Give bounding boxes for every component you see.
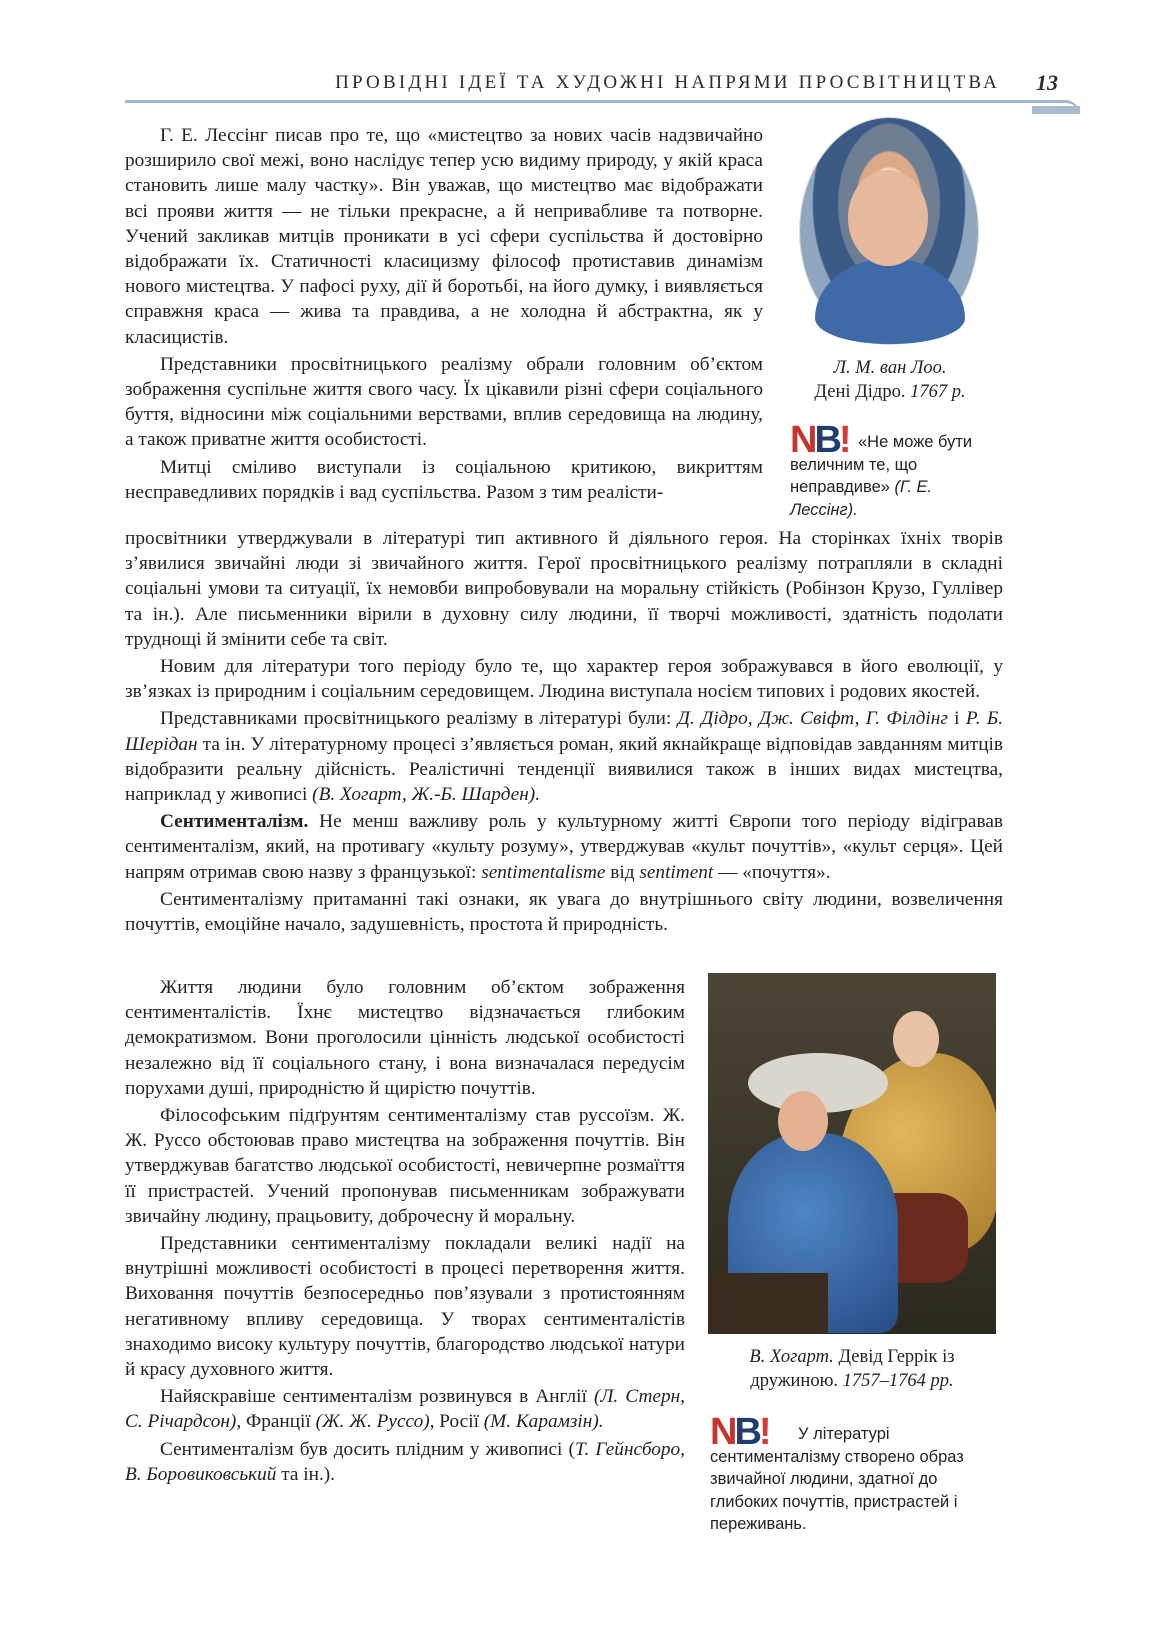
- painter-names: (В. Хогарт, Ж.-Б. Шарден).: [312, 784, 541, 806]
- paragraph: Представниками просвітницького реалізму в літературі були: Д. Дідро, Дж. Свіфт, Г. Філдінг і Р. Б. Шерідан та ін. У літературному процесі з’являється роман, який якнайкраще відповідав завданням митців відобразити реальну дійсність. Реалістичні тенденції виявилися також в інших видах мистецтва, наприклад у живописі (В. Хогарт, Ж.-Б. Шарден).: [125, 708, 1004, 806]
- paragraph: Сентименталізму притаманні такі ознаки, як увага до внутрішнього світу людини, возвеличення почуттів, емоційне начало, задушевність, простота й природність.: [125, 888, 1003, 936]
- caption-year: 1757–1764 рр.: [842, 1371, 954, 1391]
- caption-year: 1767 р.: [910, 382, 966, 402]
- figure-caption-hogarth: [708, 1345, 996, 1393]
- paragraph: просвітники утверджували в літературі тип активного й діяльного героя. На сторінках їхніх творів з’явилися звичайні люди зі звичайного життя. Герої просвітницького реалізму потрапляли в складні соціальні умови та ситуації, їх немовби випробовували на моральну стійкість (Робінзон Крузо, Гуллівер та ін.). Але письменники вірили в духовну силу людини, її творчі можливості, здатність подолати труднощі й змінити себе та світ.: [125, 528, 1003, 650]
- header-rule: [125, 100, 1020, 103]
- nb-badge: NB!: [790, 419, 849, 461]
- paragraph: Новим для літератури того періоду було те, що характер героя зображувався в його еволюції, у зв’язках із природним і соціальним середовищем. Людина виступала носієм типових і родових якостей.: [125, 656, 1003, 703]
- text-column-bottom: [125, 975, 685, 1487]
- portrait-face: [848, 170, 928, 266]
- caption-title: Дені Дідро.: [814, 382, 906, 402]
- term-sentimentalism: Сентименталізм.: [160, 811, 309, 833]
- paragraph: Філософським підґрунтям сентименталізму став руссоїзм. Ж. Ж. Руссо обстоював право мистецтва на зображення почуттів. Він утверджував багатство людської особистості, невичерпне розмаїття її пристрастей. Учений пропонував письменникам зображувати звичайну людину, працьовиту, доброчесну й моральну.: [125, 1105, 685, 1227]
- nb-note-sentimentalism: [710, 1412, 1005, 1552]
- author-name: Р. Б. Шерідан: [125, 708, 1004, 755]
- running-header-title: ПРОВІДНІ ІДЕЇ ТА ХУДОЖНІ НАПРЯМИ ПРОСВІТНИЦТВА: [335, 72, 1000, 93]
- nb-source: (Г. Е. Лессінг).: [790, 478, 933, 519]
- paragraph: Представники сентименталізму покладали великі надії на внутрішні можливості особистості в процесі перетворення життя. Виховання почуттів безпосередньо пов’язували з протистоянням негативному впливу середовища. У творах сентименталістів знаходимо високу культуру почуттів, благородство людської натури й красу духовного життя.: [125, 1233, 685, 1381]
- caption-title-part: Девід Геррік із: [838, 1347, 955, 1367]
- paragraph: Митці сміливо виступали із соціальною критикою, викриттям несправедливих порядків і вад суспільства. Разом з тим реалісти-: [125, 456, 763, 503]
- header-tab: [1032, 106, 1080, 114]
- paragraph: Г. Е. Лессінг писав про те, що «мистецтво за нових часів надзвичайно розширило свої межі, воно наслідує тепер усю видиму природу, у якій краса становить лише малу частку». Він уважав, що мистецтво має відображати всі прояви життя — не тільки прекрасне, а й непривабливе та потворне. Учений закликав митців проникати в усі сфери суспільства й достовірно відображати їх. Статичності класицизму філософ протиставив динамізм нового мистецтва. У пафосі руху, дії й боротьбі, на його думку, і виявляється справжня краса — жива та правдива, а не холодна й абстрактна, як у класицистів.: [125, 125, 763, 348]
- running-header: [125, 62, 1080, 110]
- nb-text: У літературі сентименталізму створено образ звичайної людини, здатної до глибоких почуттів, пристрастей і переживань.: [710, 1425, 964, 1533]
- paragraph: Найяскравіше сентименталізм розвинувся в Англії (Л. Стерн, С. Річардсон), Франції (Ж. Ж. Руссо), Росії (М. Карамзін).: [125, 1386, 685, 1433]
- figure-caption-diderot: [790, 356, 990, 404]
- painting-hogarth-garrick: [708, 973, 996, 1334]
- paragraph: Сентименталізм був досить плідним у живописі (Т. Гейнсборо, В. Боровиковський та ін.).: [125, 1438, 686, 1485]
- author-names: Д. Дідро, Дж. Свіфт, Г. Філдінг: [677, 708, 948, 730]
- nb-quote: «Не може бути величним те, що неправдиве»: [790, 433, 973, 496]
- paragraph: Представники просвітницького реалізму обрали головним об’єктом зображення суспільне життя свого часу. Їх цікавили різні сфери соціального буття, відносини між соціальними верствами, вплив середовища на людину, а також приватне життя особистості.: [125, 353, 763, 451]
- paragraph: Сентименталізм. Не менш важливу роль у культурному житті Європи того періоду відігравав сентименталізм, який, на противагу «культу розуму», утверджував «культ почуттів», «культ серця». Цей напрям отримав свою назву з французької: sentimentalisme від sentiment — «почуття».: [125, 811, 1003, 883]
- nb-badge: NB!: [710, 1411, 769, 1453]
- caption-author: Л. М. ван Лоо.: [833, 358, 947, 378]
- nb-text: [790, 431, 1000, 521]
- caption-title-part2: дружиною.: [750, 1371, 839, 1391]
- caption-author: В. Хогарт.: [749, 1347, 834, 1367]
- page-number: 13: [1036, 70, 1058, 95]
- text-column-top: [125, 123, 763, 505]
- text-column-wide: [125, 526, 1003, 937]
- paragraph: Життя людини було головним об’єктом зображення сентименталістів. Їхнє мистецтво відзначається глибоким демократизмом. Вони проголосили цінність людської особистості незалежно від її соціального стану, і вона визначалася передусім порухами душі, природністю й щирістю почуттів.: [125, 977, 685, 1099]
- nb-note-lessing: [790, 419, 1005, 519]
